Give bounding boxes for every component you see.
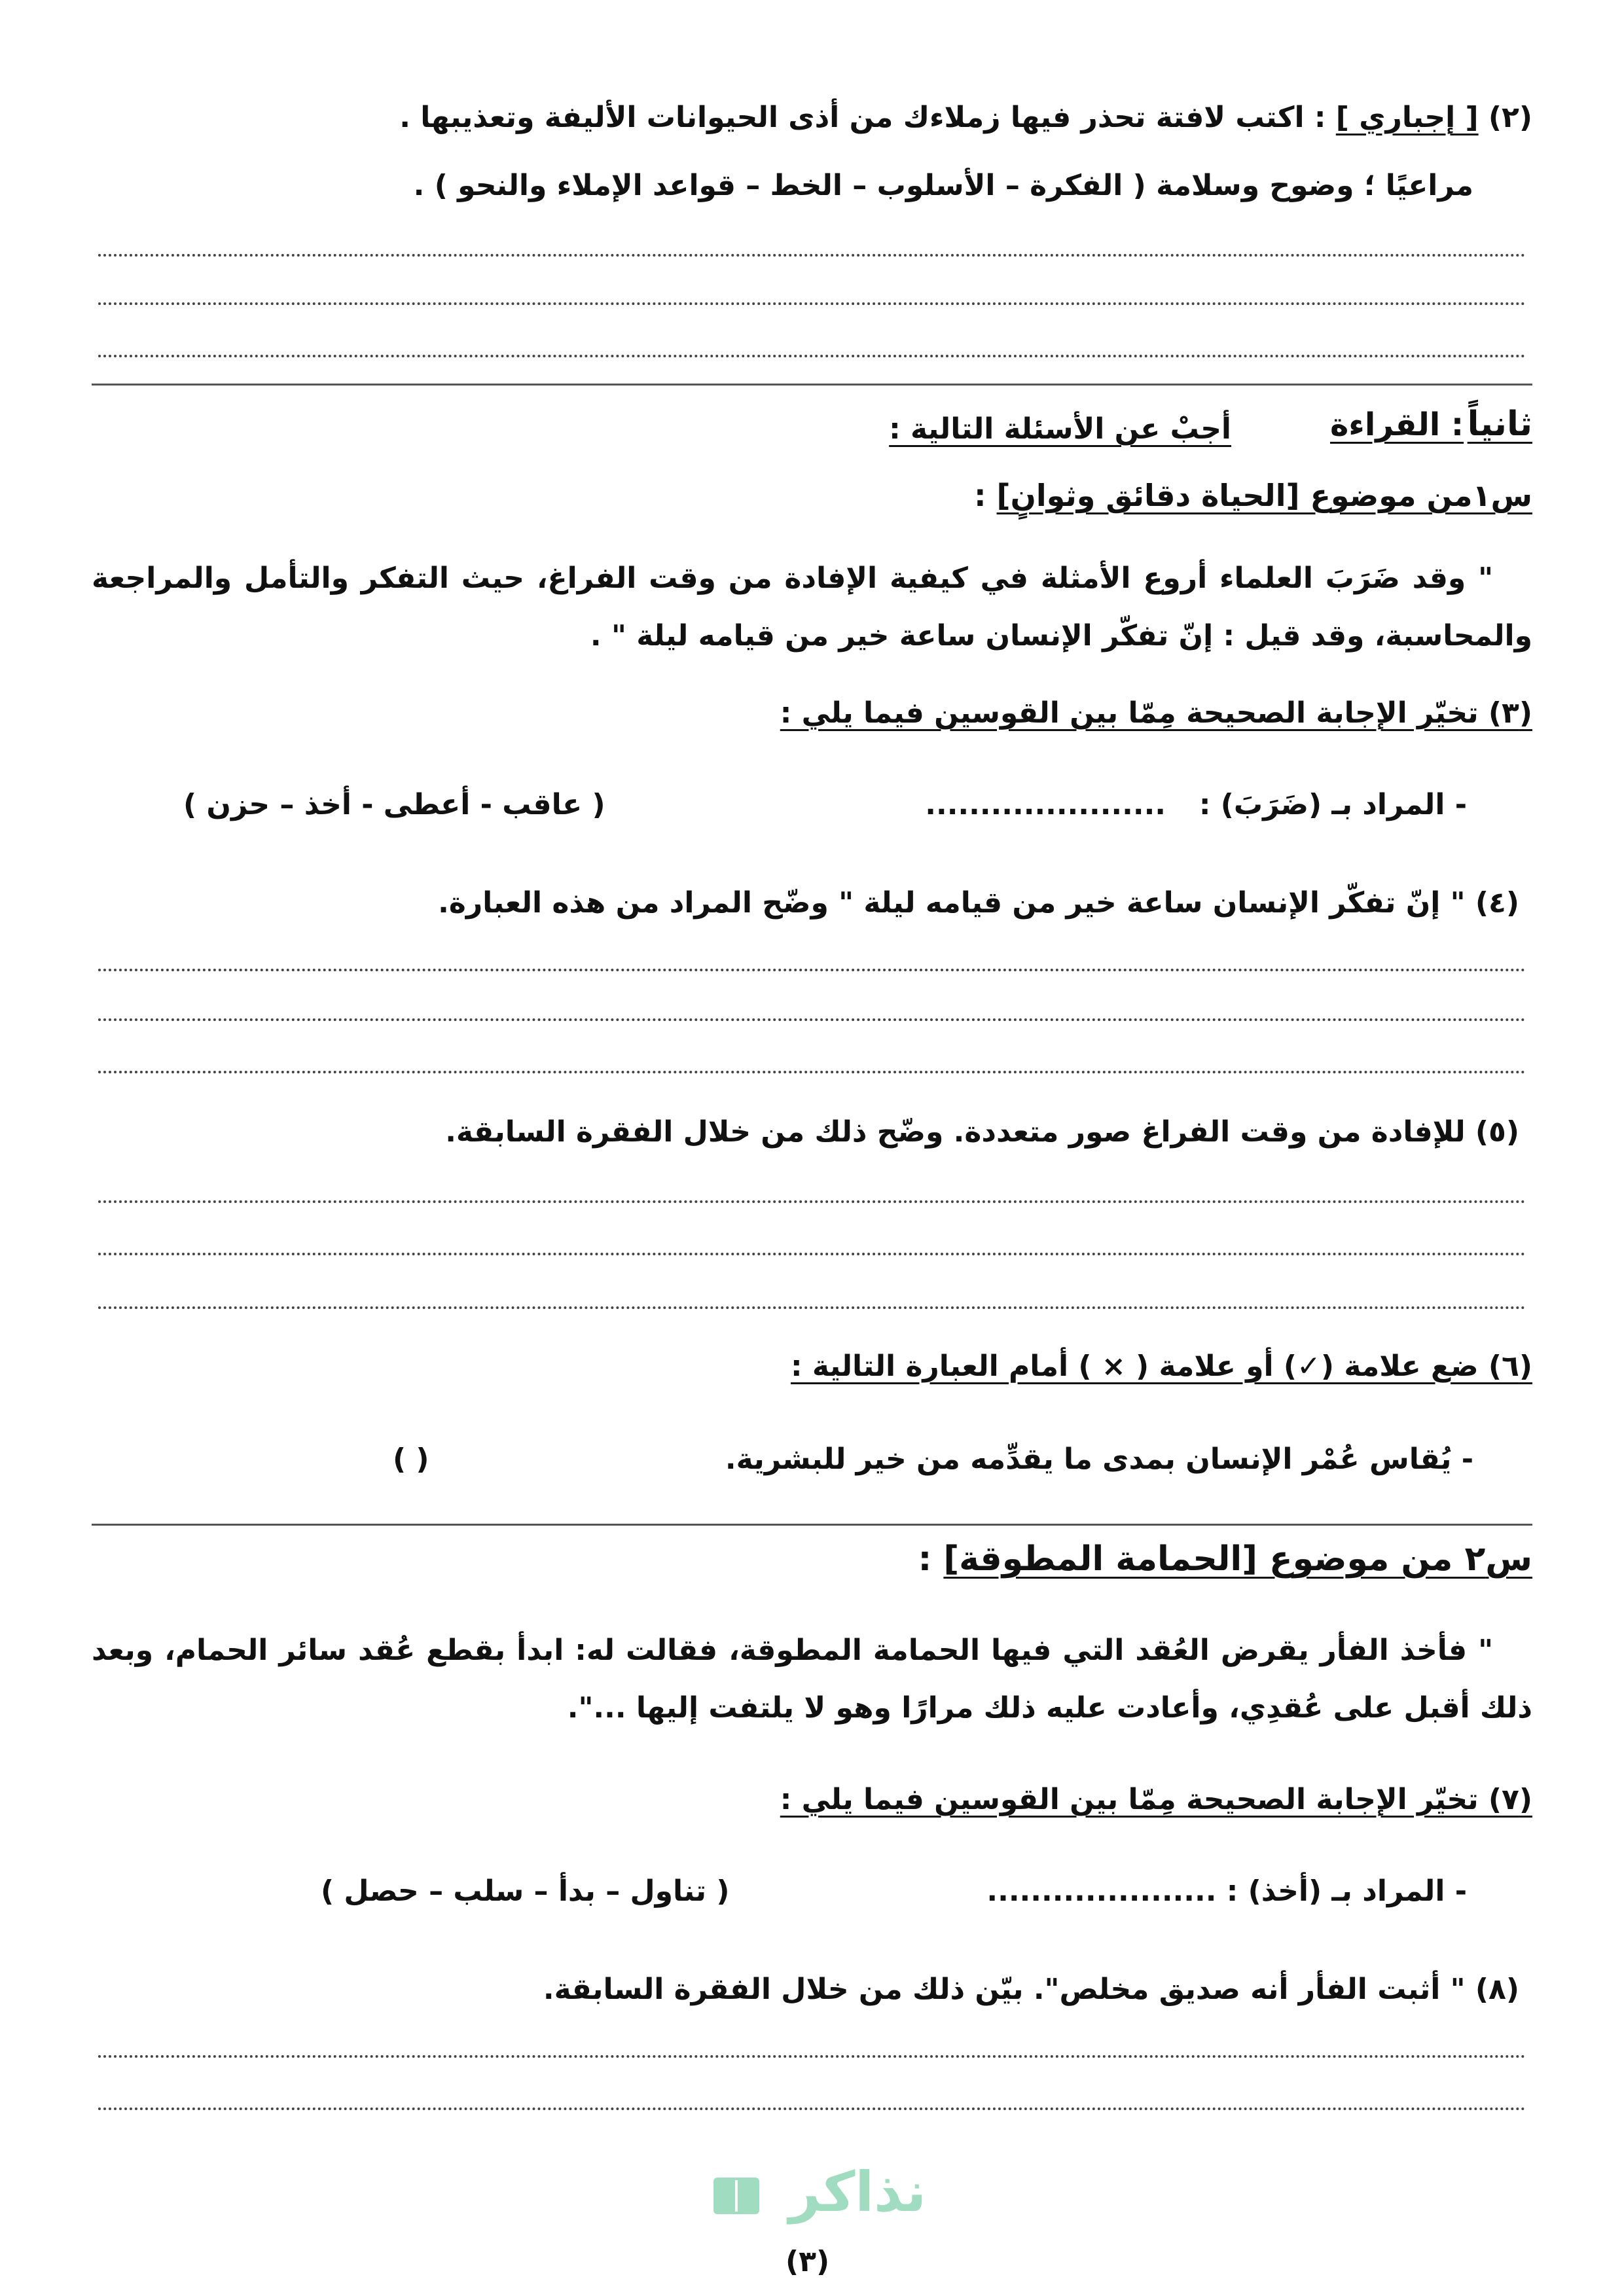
- answer-line[interactable]: [98, 2055, 1526, 2058]
- answer-line[interactable]: [98, 969, 1526, 971]
- s1-passage: " وقد ضَرَبَ العلماء أروع الأمثلة في كيفية الإفادة من وقت الفراغ، حيث التفكر والتأمل والمراجعة والمحاسبة، وقد قيل : إنّ تفكّر الإنسان ساعة خير من قيامه ليلة " .: [92, 562, 1532, 653]
- reading-instruction: أجبْ عن الأسئلة التالية :: [889, 412, 1231, 446]
- s1-q5: (٥) للإفادة من وقت الفراغ صور متعددة. وضّح ذلك من خلال الفقرة السابقة.: [445, 1115, 1519, 1149]
- q2-tag: [ إجباري ]: [1335, 101, 1479, 134]
- s2-q7-item: - المراد بـ (أخذ) : .....................: [986, 1874, 1467, 1908]
- s1-q6: (٦) ضع علامة (✓) أو علامة ( × ) أمام العبارة التالية :: [790, 1350, 1532, 1383]
- s1-q3: (٣) تخيّر الإجابة الصحيحة مِمّا بين القوسين فيما يلي :: [780, 696, 1532, 730]
- q2-line: [399, 98, 1532, 137]
- answer-line[interactable]: [98, 254, 1526, 257]
- s1-q6-item: - يُقاس عُمْر الإنسان بمدى ما يقدِّمه من خير للبشرية.: [725, 1443, 1473, 1476]
- s1-title-line: [974, 478, 1532, 513]
- q2-text: : اكتب لافتة تحذر فيها زملاءك من أذى الحيوانات الأليفة وتعذيبها .: [399, 101, 1326, 134]
- reading-subtitle: : القراءة: [1329, 406, 1464, 443]
- answer-line[interactable]: [98, 2108, 1526, 2110]
- answer-line[interactable]: [98, 302, 1526, 305]
- answer-line[interactable]: [98, 1253, 1526, 1255]
- s1-q3-item: - المراد بـ (ضَرَبَ) :: [1199, 788, 1467, 821]
- answer-line[interactable]: [98, 355, 1526, 357]
- s1-title: س١من موضوع [الحياة دقائق وثوانٍ]: [996, 478, 1532, 513]
- answer-line[interactable]: [98, 1018, 1526, 1021]
- reading-header: [1330, 404, 1532, 444]
- s1-q3-options: ( عاقب - أعطى - أخذ – حزن ): [183, 788, 605, 821]
- s2-q7-options: ( تناول – بدأ – سلب – حصل ): [321, 1874, 730, 1908]
- brand-logo: [713, 2160, 926, 2224]
- s1-colon: :: [974, 478, 986, 513]
- s1-q6-box[interactable]: ( ): [393, 1443, 429, 1476]
- brand-name: نذاكر: [789, 2160, 927, 2224]
- answer-line[interactable]: [98, 1306, 1526, 1309]
- book-icon: [713, 2178, 759, 2214]
- s2-title: س٢ من موضوع [الحمامة المطوقة]: [943, 1539, 1532, 1579]
- s2-q7: (٧) تخيّر الإجابة الصحيحة مِمّا بين القوسين فيما يلي :: [780, 1783, 1532, 1816]
- answer-line[interactable]: [98, 1071, 1526, 1073]
- section-divider: [92, 1524, 1532, 1526]
- s2-colon: :: [918, 1539, 932, 1579]
- s1-q3-blank[interactable]: ......................: [925, 788, 1166, 821]
- answer-line[interactable]: [98, 1200, 1526, 1203]
- s2-q8: (٨) " أثبت الفأر أنه صديق مخلص". بيّن ذلك من خلال الفقرة السابقة.: [543, 1973, 1519, 2006]
- page-number: (٣): [785, 2245, 830, 2278]
- reading-title: ثانياً: [1467, 404, 1532, 444]
- section-divider: [92, 384, 1532, 386]
- s2-passage: " فأخذ الفأر يقرض العُقد التي فيها الحمامة المطوقة، فقالت له: ابدأ بقطع عُقد سائر الحمام، وبعد ذلك أقبل على عُقدِي، وأعادت عليه ذلك مرارًا وهو لا يلتفت إليها ...".: [92, 1634, 1532, 1725]
- s2-title-line: [918, 1539, 1532, 1579]
- q2-label: (٢): [1488, 101, 1532, 134]
- s1-q4: (٤) " إنّ تفكّر الإنسان ساعة خير من قيامه ليلة " وضّح المراد من هذه العبارة.: [438, 886, 1519, 920]
- q2-criteria: مراعيًا ؛ وضوح وسلامة ( الفكرة – الأسلوب – الخط – قواعد الإملاء والنحو ) .: [413, 169, 1473, 202]
